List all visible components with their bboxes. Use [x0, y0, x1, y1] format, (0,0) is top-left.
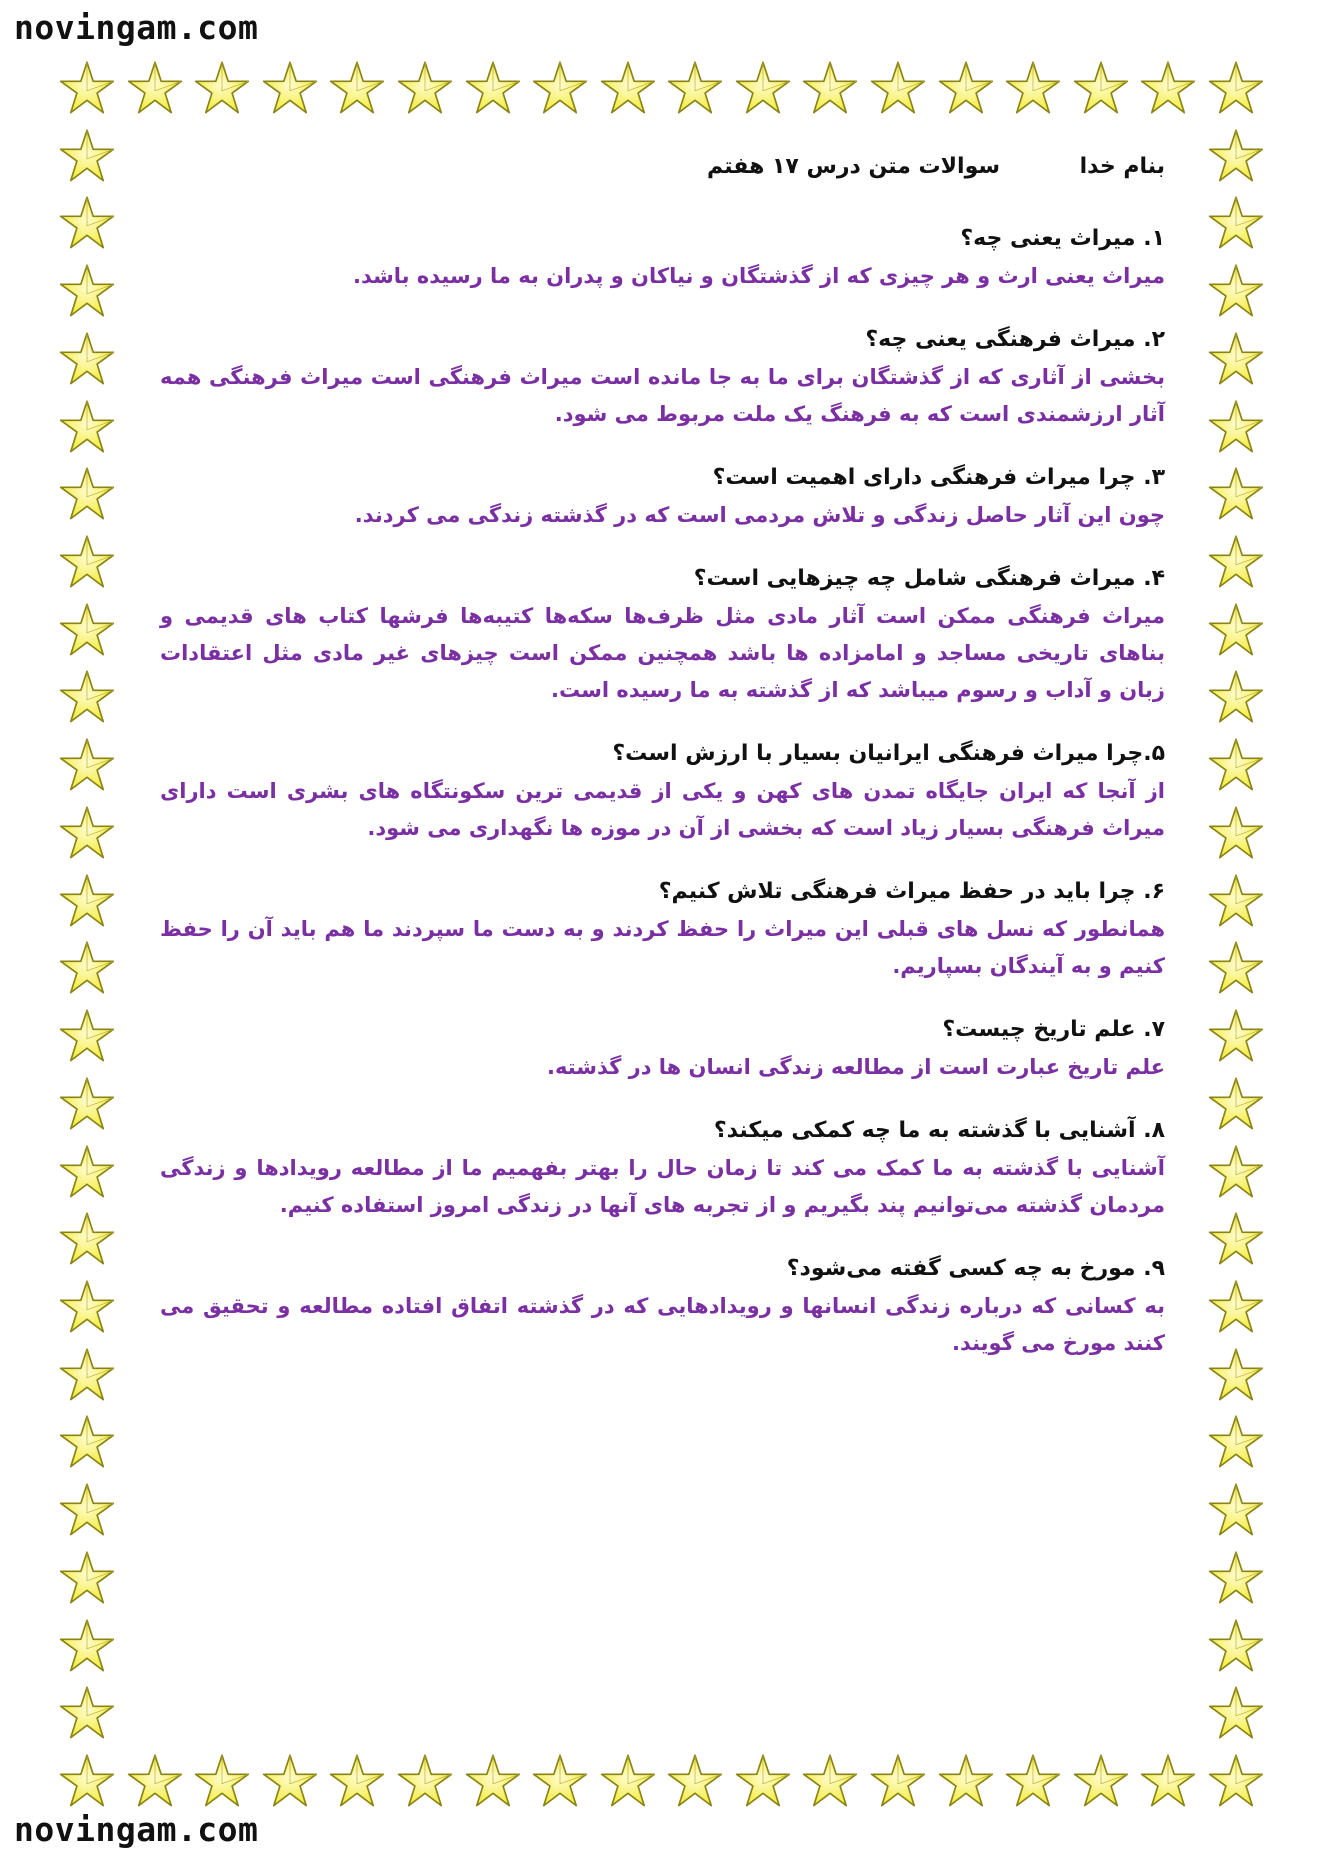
star-icon: [59, 534, 115, 590]
star-icon: [262, 60, 318, 116]
qa-item: [160, 1112, 1165, 1224]
worksheet-content: [160, 150, 1165, 1362]
star-icon: [59, 737, 115, 793]
star-icon: [397, 60, 453, 116]
star-icon: [59, 1211, 115, 1267]
star-icon: [1208, 466, 1264, 522]
question-text: ۹. مورخ به چه کسی گفته می‌شود؟: [786, 1256, 1165, 1281]
answer-text: بخشی از آثاری که از گذشتگان برای ما به جا مانده است میراث فرهنگی است میراث فرهنگی همه آثار ارزشمندی است که به فرهنگ یک ملت مربوط می شود.: [160, 365, 1165, 426]
question-text: ۵.چرا میراث فرهنگی ایرانیان بسیار با ارزش است؟: [612, 741, 1165, 766]
star-icon: [59, 263, 115, 319]
star-icon: [1208, 1279, 1264, 1335]
star-icon: [194, 1753, 250, 1809]
star-icon: [1005, 60, 1061, 116]
star-icon: [1208, 602, 1264, 658]
star-icon: [59, 1618, 115, 1674]
star-icon: [397, 1753, 453, 1809]
star-icon: [59, 128, 115, 184]
star-icon: [667, 60, 723, 116]
star-icon: [1208, 1211, 1264, 1267]
star-icon: [735, 60, 791, 116]
star-icon: [1208, 1482, 1264, 1538]
star-icon: [1208, 1414, 1264, 1470]
qa-item: [160, 1250, 1165, 1362]
qa-item: [160, 873, 1165, 985]
answer-text: میراث یعنی ارث و هر چیزی که از گذشتگان و نیاکان و پدران به ما رسیده باشد.: [353, 264, 1165, 288]
star-icon: [59, 940, 115, 996]
star-icon: [262, 1753, 318, 1809]
star-icon: [59, 60, 115, 116]
question-text: ۳. چرا میراث فرهنگی دارای اهمیت است؟: [712, 465, 1165, 490]
star-icon: [194, 60, 250, 116]
star-icon: [1073, 1753, 1129, 1809]
star-icon: [59, 466, 115, 522]
star-icon: [1208, 669, 1264, 725]
qa-item: [160, 560, 1165, 709]
star-icon: [59, 1144, 115, 1200]
star-icon: [1208, 195, 1264, 251]
star-icon: [1208, 1618, 1264, 1674]
star-icon: [59, 669, 115, 725]
star-icon: [465, 1753, 521, 1809]
star-icon: [1208, 60, 1264, 116]
star-icon: [1208, 1076, 1264, 1132]
question-text: ۱. میراث یعنی چه؟: [960, 226, 1165, 251]
question-text: ۴. میراث فرهنگی شامل چه چیزهایی است؟: [693, 566, 1165, 591]
star-icon: [735, 1753, 791, 1809]
star-icon: [329, 1753, 385, 1809]
star-icon: [532, 1753, 588, 1809]
star-icon: [1208, 1008, 1264, 1064]
page-header: [160, 150, 1165, 194]
star-icon: [59, 1279, 115, 1335]
star-icon: [59, 602, 115, 658]
star-icon: [59, 1347, 115, 1403]
star-icon: [1208, 1685, 1264, 1741]
question-text: ۶. چرا باید در حفظ میراث فرهنگی تلاش کنیم؟: [658, 879, 1165, 904]
star-icon: [1208, 128, 1264, 184]
star-icon: [1005, 1753, 1061, 1809]
star-icon: [1208, 331, 1264, 387]
star-icon: [1208, 534, 1264, 590]
star-icon: [59, 1414, 115, 1470]
star-icon: [59, 195, 115, 251]
star-icon: [1208, 1144, 1264, 1200]
star-icon: [59, 805, 115, 861]
question-text: ۷. علم تاریخ چیست؟: [942, 1017, 1165, 1042]
star-icon: [667, 1753, 723, 1809]
star-icon: [1208, 805, 1264, 861]
star-icon: [1140, 1753, 1196, 1809]
star-icon: [59, 1076, 115, 1132]
star-icon: [1208, 1550, 1264, 1606]
star-icon: [59, 1008, 115, 1064]
star-icon: [938, 60, 994, 116]
star-icon: [59, 1753, 115, 1809]
answer-text: به کسانی که درباره زندگی انسانها و رویدادهایی که در گذشته اتفاق افتاده مطالعه و تحقیق می کنند مورخ می گویند.: [160, 1294, 1165, 1355]
answer-text: آشنایی با گذشته به ما کمک می کند تا زمان حال را بهتر بفهمیم ما از مطالعه رویدادها و زندگی مردمان گذشته می‌توانیم پند بگیریم و از تجربه های آنها در زندگی امروز استفاده کنیم.: [160, 1156, 1165, 1217]
star-icon: [1208, 1753, 1264, 1809]
star-icon: [127, 1753, 183, 1809]
star-icon: [802, 1753, 858, 1809]
star-icon: [1140, 60, 1196, 116]
page-title: سوالات متن درس ۱۷ هفتم: [707, 154, 1000, 179]
star-icon: [1208, 399, 1264, 455]
qa-item: [160, 220, 1165, 295]
star-icon: [1073, 60, 1129, 116]
star-icon: [870, 60, 926, 116]
star-icon: [59, 1685, 115, 1741]
question-text: ۲. میراث فرهنگی یعنی چه؟: [865, 327, 1165, 352]
star-icon: [870, 1753, 926, 1809]
question-text: ۸. آشنایی با گذشته به ما چه کمکی میکند؟: [713, 1118, 1165, 1143]
qa-item: [160, 321, 1165, 433]
star-icon: [329, 60, 385, 116]
answer-text: چون این آثار حاصل زندگی و تلاش مردمی است که در گذشته زندگی می کردند.: [354, 503, 1165, 527]
star-icon: [802, 60, 858, 116]
star-icon: [59, 873, 115, 929]
star-icon: [1208, 940, 1264, 996]
answer-text: میراث فرهنگی ممکن است آثار مادی مثل ظرف‌ها سکه‌ها کتیبه‌ها فرشها کتاب های قدیمی و بناهای تاریخی مساجد و امامزاده ها باشد همچنین ممکن است چیزهای غیر مادی مثل اعتقادات زبان و آداب و رسوم میباشد که از گذشته به ما رسیده است.: [160, 604, 1165, 702]
star-icon: [600, 1753, 656, 1809]
star-icon: [59, 331, 115, 387]
star-icon: [59, 1550, 115, 1606]
answer-text: همانطور که نسل های قبلی این میراث را حفظ کردند و به دست ما سپردند ما هم باید آن را حفظ کنیم و به آیندگان بسپاریم.: [160, 917, 1165, 978]
qa-list: [160, 220, 1165, 1362]
star-icon: [59, 1482, 115, 1538]
star-icon: [532, 60, 588, 116]
answer-text: علم تاریخ عبارت است از مطالعه زندگی انسان ها در گذشته.: [547, 1055, 1165, 1079]
star-icon: [938, 1753, 994, 1809]
star-icon: [1208, 263, 1264, 319]
watermark-bottom: novingam.com: [14, 1810, 259, 1849]
star-icon: [465, 60, 521, 116]
star-icon: [127, 60, 183, 116]
qa-item: [160, 459, 1165, 534]
star-icon: [1208, 737, 1264, 793]
answer-text: از آنجا که ایران جایگاه تمدن های کهن و یکی از قدیمی ترین سکونتگاه های بشری است دارای میراث فرهنگی بسیار زیاد است که بخشی از آن در موزه ها نگهداری می شود.: [160, 779, 1165, 840]
star-icon: [1208, 873, 1264, 929]
star-icon: [600, 60, 656, 116]
watermark-top: novingam.com: [14, 8, 259, 47]
star-icon: [1208, 1347, 1264, 1403]
qa-item: [160, 735, 1165, 847]
qa-item: [160, 1011, 1165, 1086]
star-icon: [59, 399, 115, 455]
bismillah: بنام خدا: [1079, 154, 1165, 179]
